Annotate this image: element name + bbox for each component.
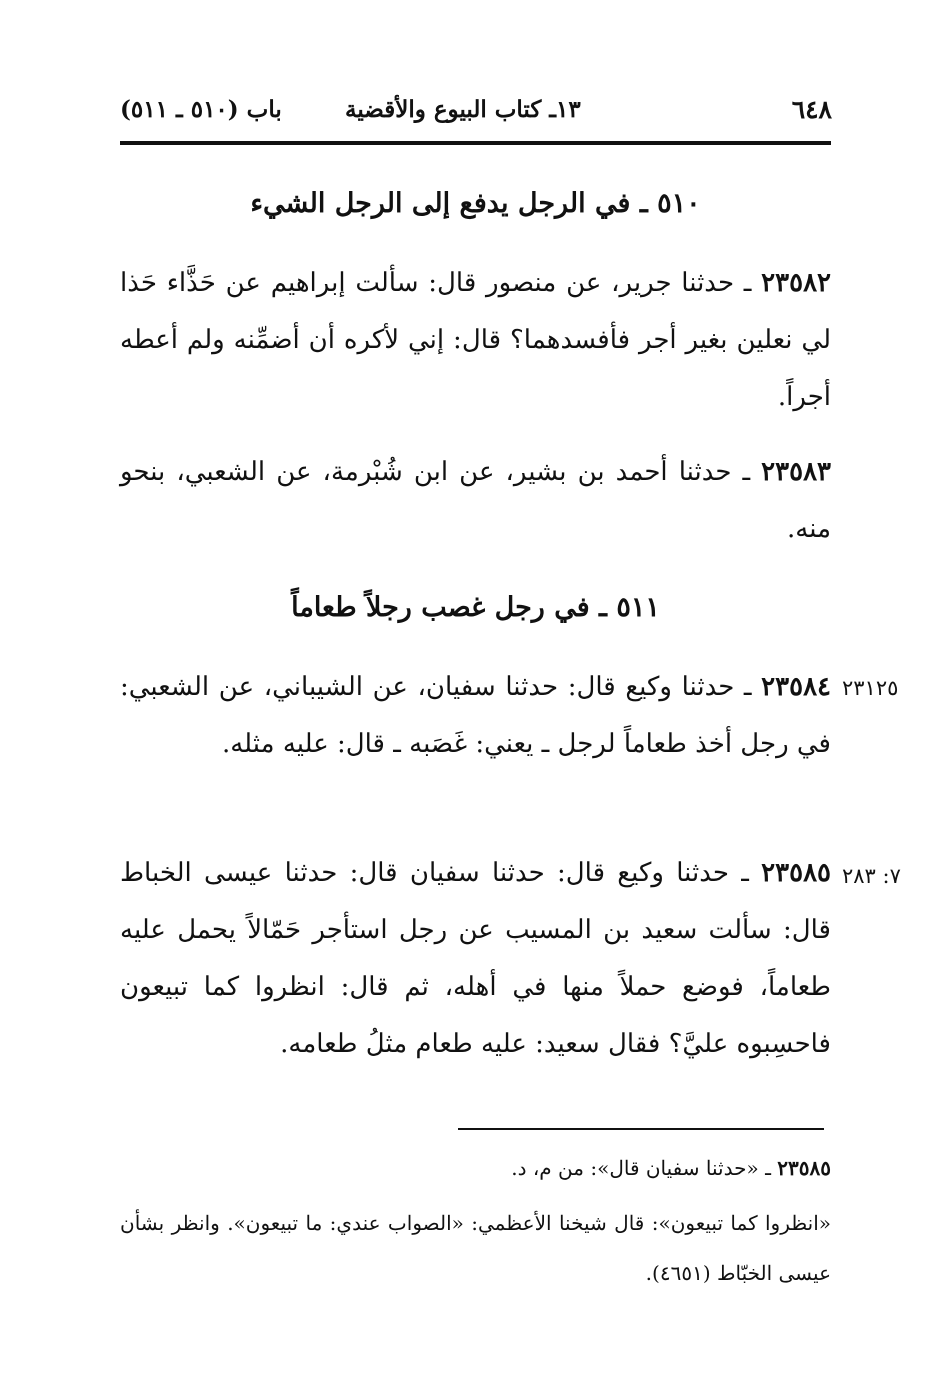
footnote-2: [120, 1198, 831, 1298]
hadith-text: ـ حدثنا وكيع قال: حدثنا سفيان قال: حدثنا عيسى الخباط قال: سألت سعيد بن المسيب عن رجل استأجر حَمّالاً يحمل عليه طعاماً، فوضع حملاً منها في أهله، ثم قال: انظروا كما تبيعون فاحسِبوه عليَّ؟ فقال سعيد: عليه طعام مثلُ طعامه.: [120, 858, 831, 1059]
hadith-number: ٢٣٥٨٤: [761, 672, 831, 702]
hadith-number: ٢٣٥٨٥: [761, 858, 831, 888]
hadith-number: ٢٣٥٨٣: [761, 457, 831, 487]
book-title: ١٣ـ كتاب البيوع والأقضية: [345, 96, 581, 123]
hadith-23584: [120, 659, 831, 773]
footnote-rule: [458, 1128, 824, 1130]
hadith-text: ـ حدثنا أحمد بن بشير، عن ابن شُبْرمة، عن الشعبي، بنحو منه.: [120, 457, 831, 544]
margin-reference: ٢٣١٢٥: [842, 676, 899, 700]
page-number: ٦٤٨: [791, 95, 832, 124]
hadith-number: ٢٣٥٨٢: [761, 268, 831, 298]
header-rule: [120, 141, 831, 145]
hadith-text: ـ حدثنا جرير، عن منصور قال: سألت إبراهيم عن حَذَّاء حَذا لي نعلين بغير أجر فأفسدهما؟ قال: إني لأكره أن أضمِّنه ولم أعطه أجراً.: [120, 268, 831, 412]
section-heading-510: ٥١٠ ـ في الرجل يدفع إلى الرجل الشيء: [250, 188, 701, 219]
footnote-text: «انظروا كما تبيعون»: قال شيخنا الأعظمي: «الصواب عندي: ما تبيعون». وانظر بشأن عيسى الخبّاط (٤٦٥١).: [120, 1211, 831, 1285]
footnote-1: [120, 1143, 831, 1193]
footnote-text: ـ «حدثنا سفيان قال»: من م، د.: [511, 1156, 778, 1180]
hadith-23583: [120, 444, 831, 558]
margin-reference: ٧: ٢٨٣: [842, 864, 901, 888]
hadith-23582: [120, 255, 831, 426]
footnote-number: ٢٣٥٨٥: [777, 1156, 831, 1180]
chapter-range: باب (٥١٠ ـ ٥١١): [120, 96, 282, 123]
hadith-23585: [120, 845, 831, 1073]
section-heading-511: ٥١١ ـ في رجل غصب رجلاً طعاماً: [291, 592, 660, 623]
hadith-text: ـ حدثنا وكيع قال: حدثنا سفيان، عن الشيباني، عن الشعبي: في رجل أخذ طعاماً لرجل ـ يعني: غَصَبه ـ قال: عليه مثله.: [120, 672, 831, 759]
